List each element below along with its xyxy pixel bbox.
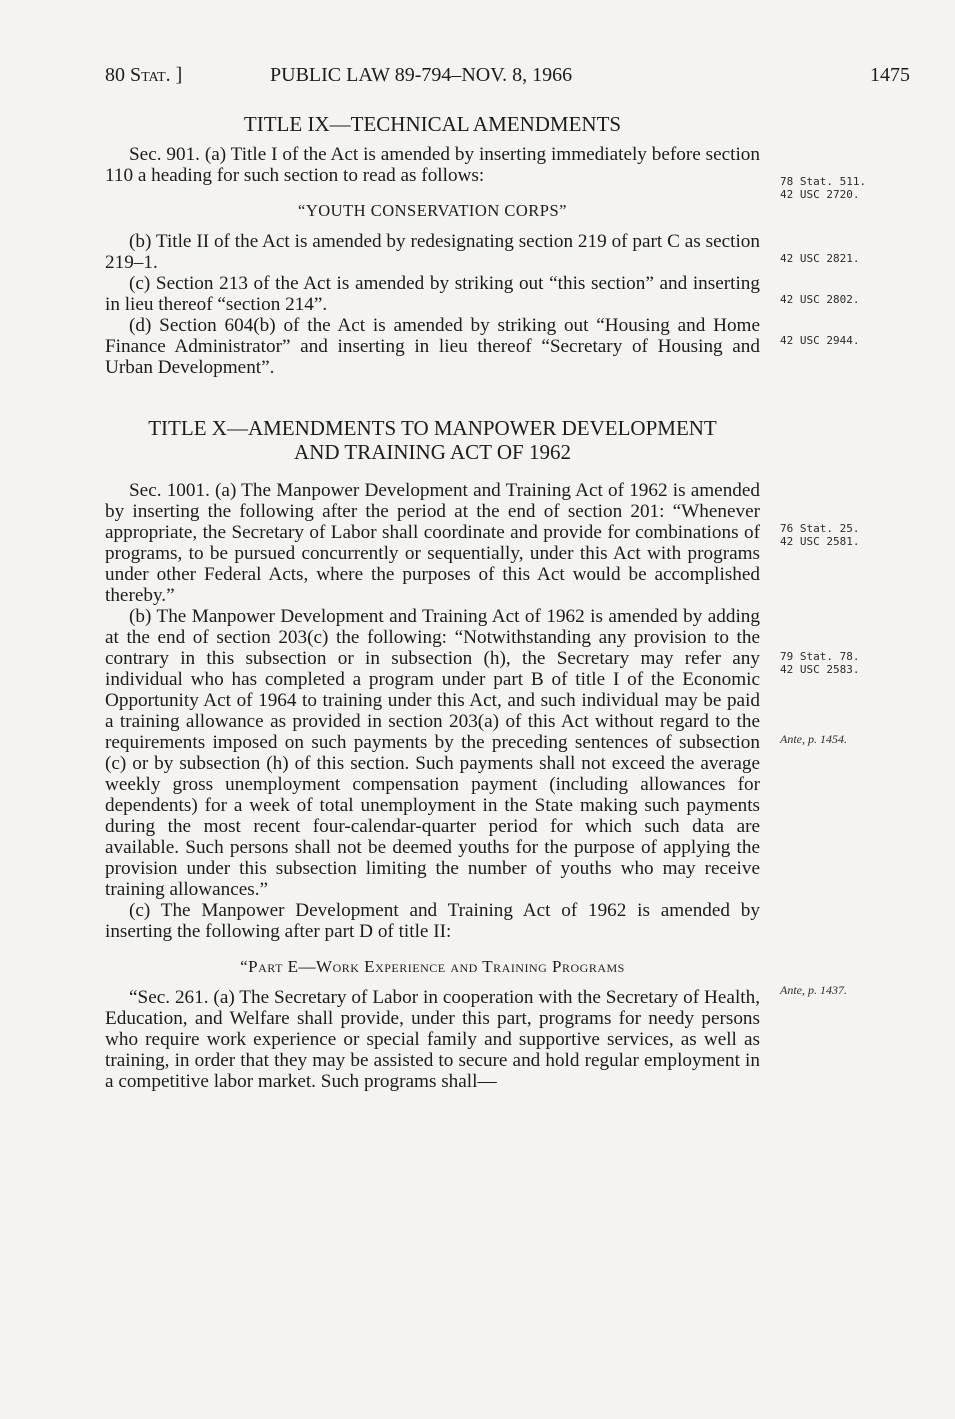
margin-note-79-stat-78: 79 Stat. 78. 42 USC 2583. — [780, 650, 860, 676]
sec-901-d: (d) Section 604(b) of the Act is amended by striking out “Housing and Home Finance Administrator” and inserting in lieu thereof “Secretary of Housing and Urban Development”. — [105, 315, 760, 378]
margin-note-ante-1454: Ante, p. 1454. — [780, 732, 847, 746]
title-ix-section — [105, 112, 760, 378]
margin-note-42-usc-2944: 42 USC 2944. — [780, 334, 860, 347]
youth-conservation-corps-heading: “YOUTH CONSERVATION CORPS” — [298, 201, 567, 220]
margin-note-76-stat-25: 76 Stat. 25. 42 USC 2581. — [780, 522, 860, 548]
title-x-section — [105, 416, 760, 1092]
margin-note-42-usc-2821: 42 USC 2821. — [780, 252, 860, 265]
margin-note-ante-1437: Ante, p. 1437. — [780, 983, 847, 997]
title-ix-heading: TITLE IX—TECHNICAL AMENDMENTS — [243, 112, 622, 136]
sec-901-b: (b) Title II of the Act is amended by redesignating section 219 of part C as section 219–1. — [105, 231, 760, 273]
header-citation: 80 Stat. ] — [105, 64, 183, 86]
title-x-heading: TITLE X—AMENDMENTS TO MANPOWER DEVELOPMENT AND TRAINING ACT OF 1962 — [148, 416, 717, 464]
sec-901-c: (c) Section 213 of the Act is amended by striking out “this section” and inserting in lieu thereof “section 214”. — [105, 273, 760, 315]
margin-note-78-stat-511: 78 Stat. 511. 42 USC 2720. — [780, 175, 867, 201]
header-law-title: PUBLIC LAW 89-794–NOV. 8, 1966 — [270, 64, 573, 86]
sec-261: “Sec. 261. (a) The Secretary of Labor in cooperation with the Secretary of Health, Education, and Welfare shall provide, under this part, programs for needy persons who require work experience or special family and supportive services, as well as training, in order that they may be assisted to secure and hold regular employment in a competitive labor market. Such programs shall— — [105, 987, 760, 1092]
sec-1001-c: (c) The Manpower Development and Training Act of 1962 is amended by inserting the following after part D of title II: — [105, 900, 760, 942]
margin-note-42-usc-2802: 42 USC 2802. — [780, 293, 860, 306]
sec-1001-b: (b) The Manpower Development and Training Act of 1962 is amended by adding at the end of section 203(c) the following: “Notwithstanding any provision to the contrary in this subsection or in subsection (h), the Secretary may refer any individual who has completed a program under part B of title I of the Economic Opportunity Act of 1964 to training under this Act, and such individual may be paid a training allowance as provided in section 203(a) of this Act without regard to the requirements imposed on such payments by the preceding sentences of subsection (c) or by subsection (h) of this section. Such payments shall not exceed the average weekly gross unemployment compensation payment (including allowances for dependents) for a week of total unemployment in the State making such payments during the most recent four-calendar-quarter period for which such data are available. Such persons shall not be deemed youths for the purpose of applying the provision under this subsection limiting the number of youths who may receive training allowances.” — [105, 606, 760, 900]
sec-1001-a: Sec. 1001. (a) The Manpower Development and Training Act of 1962 is amended by inserting the following after the period at the end of section 201: “Whenever appropriate, the Secretary of Labor shall coordinate and provide for combinations of programs, to be pursued concurrently or sequentially, under this Act with programs under other Federal Acts, where the purposes of this Act would be accomplished thereby.” — [105, 480, 760, 606]
part-e-heading: “Part E—Work Experience and Training Programs — [240, 957, 625, 976]
page-header — [105, 64, 910, 92]
page-number: 1475 — [870, 64, 910, 86]
sec-901-a: Sec. 901. (a) Title I of the Act is amended by inserting immediately before section 110 a heading for such section to read as follows: — [105, 144, 760, 186]
